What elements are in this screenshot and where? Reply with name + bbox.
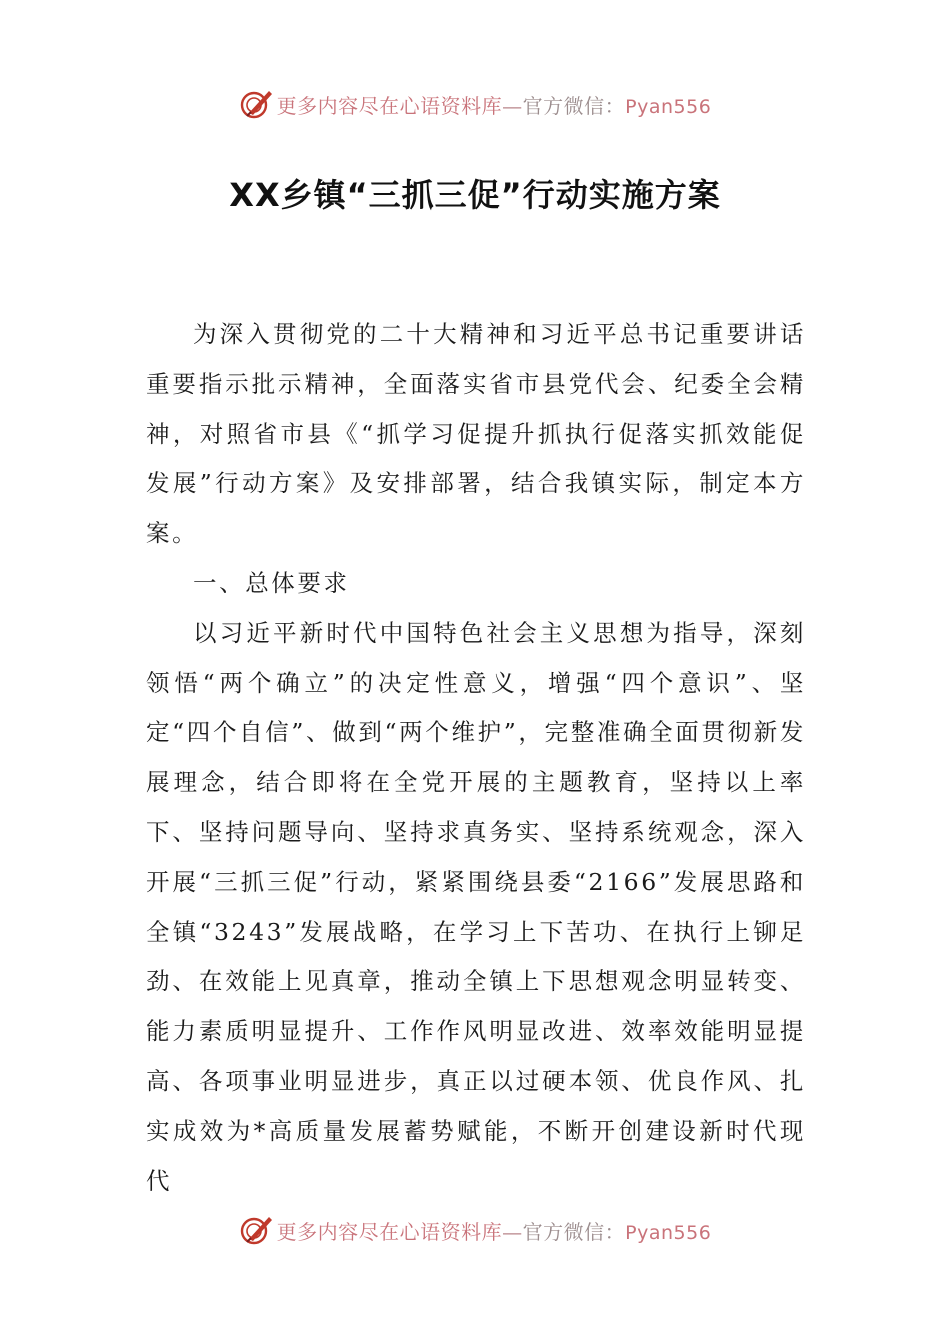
watermark-separator: —: [502, 93, 523, 118]
watermark-text: [277, 1216, 712, 1245]
quill-logo-icon: [239, 1212, 275, 1248]
watermark-wechat-label: 官方微信：: [522, 93, 626, 118]
intro-paragraph: 为深入贯彻党的二十大精神和习近平总书记重要讲话重要指示批示精神，全面落实省市县党代会、纪委全会精神，对照省市县《“抓学习促提升抓执行促落实抓效能促发展”行动方案》及安排部署，结合我镇实际，制定本方案。: [146, 320, 806, 548]
quill-logo-icon: [239, 86, 275, 122]
footer-watermark: [0, 1210, 950, 1250]
document-body: [146, 310, 806, 1206]
header-watermark: [0, 84, 950, 124]
guiding-paragraph: 以习近平新时代中国特色社会主义思想为指导，深刻领悟“两个确立”的决定性意义，增强“四个意识”、坚定“四个自信”、做到“两个维护”，完整准确全面贯彻新发展理念，结合即将在全党开展的主题教育，坚持以上率下、坚持问题导向、坚持求真务实、坚持系统观念，深入开展“三抓三促”行动，紧紧围绕县委“2166”发展思路和全镇“3243”发展战略，在学习上下苦功、在执行上铆足劲、在效能上见真章，推动全镇上下思想观念明显转变、能力素质明显提升、工作作风明显改进、效率效能明显提高、各项事业明显进步，真正以过硬本领、优良作风、扎实成效为*高质量发展蓄势赋能，不断开创建设新时代现代: [146, 618, 806, 1195]
watermark-separator: —: [502, 1219, 523, 1244]
document-title: XX乡镇“三抓三促”行动实施方案: [229, 176, 721, 214]
watermark-main-text: 更多内容尽在心语资料库: [276, 93, 503, 118]
watermark-text: [277, 90, 712, 119]
watermark-main-text: 更多内容尽在心语资料库: [276, 1219, 503, 1244]
watermark-wechat-label: 官方微信：: [522, 1219, 626, 1244]
section-heading-general-requirements: 一、总体要求: [193, 568, 350, 597]
watermark-wechat-id: Pyan556: [625, 95, 712, 118]
watermark-wechat-id: Pyan556: [625, 1221, 712, 1244]
